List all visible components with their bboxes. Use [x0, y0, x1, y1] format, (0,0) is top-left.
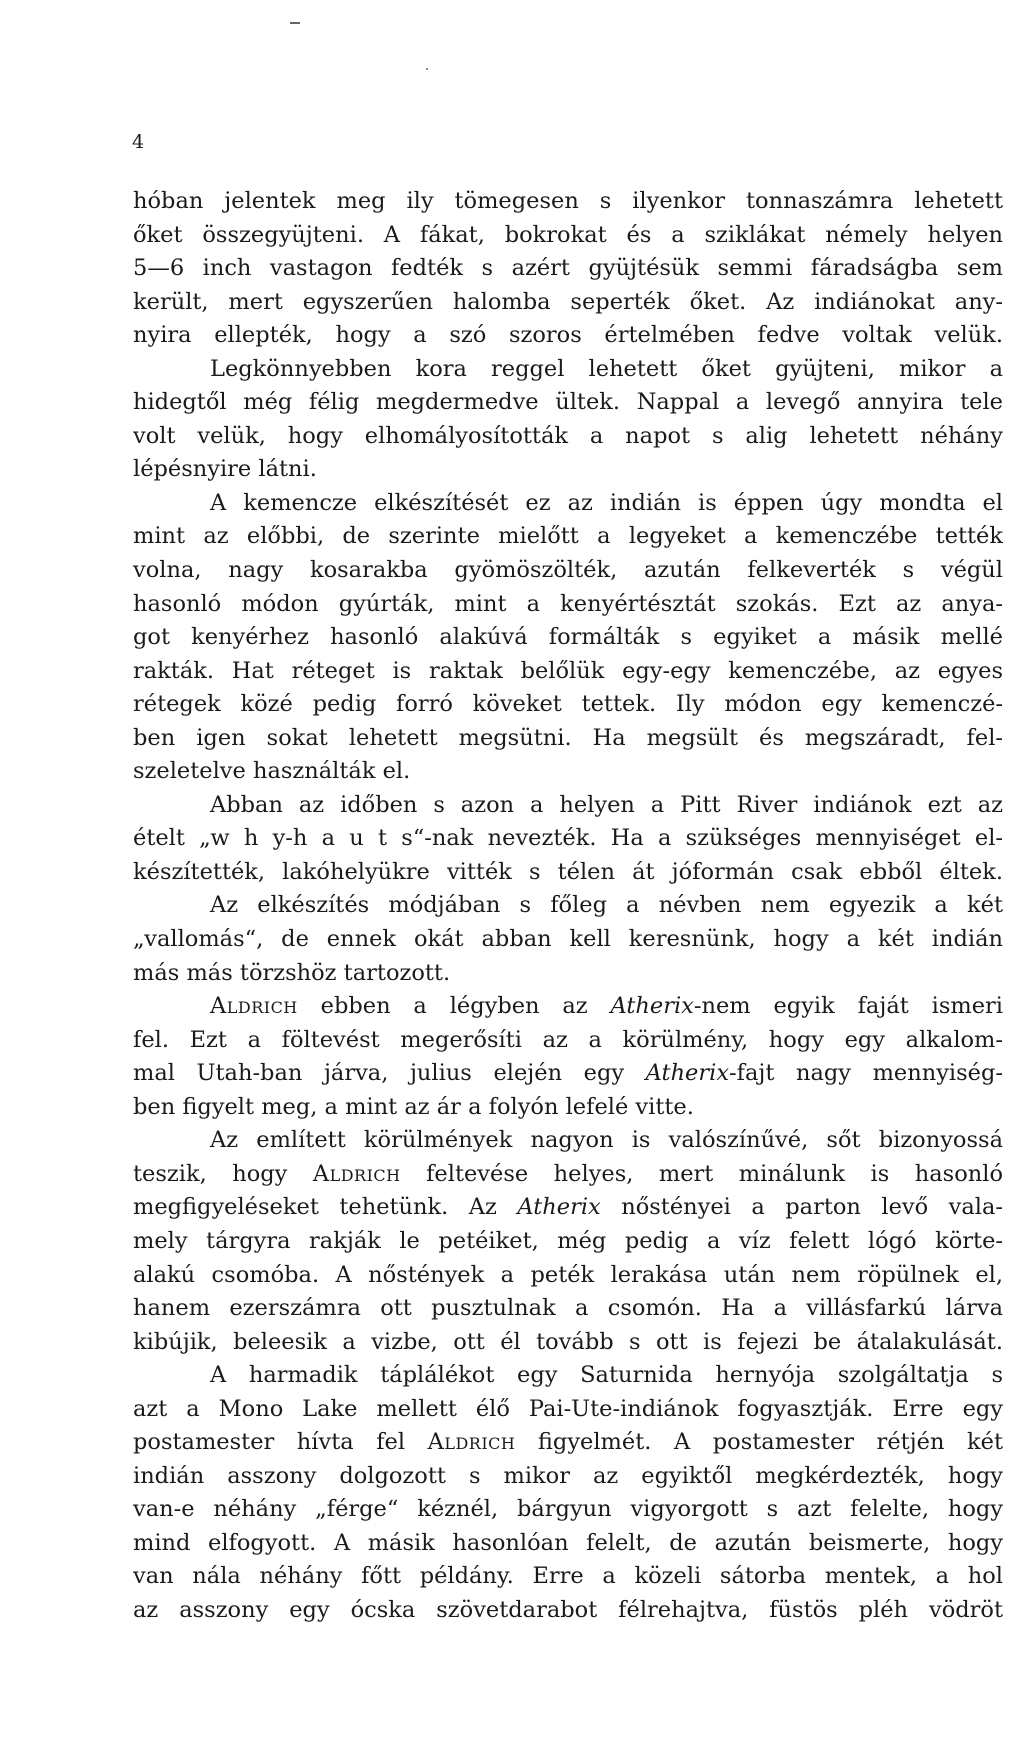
- text-line: volna, nagy kosarakba gyömöszölték, azután felkeverték s végül: [133, 557, 1003, 584]
- text-line: Az elkészítés módjában s főleg a névben nem egyezik a két: [210, 892, 1003, 919]
- text-line: Az említett körülmények nagyon is valószínűvé, sőt bizonyossá: [210, 1127, 1003, 1154]
- text-line: mind elfogyott. A másik hasonlóan felelt, de azután beismerte, hogy: [133, 1529, 1003, 1556]
- author-name: Aldrich: [427, 1429, 516, 1456]
- text-line: került, mert egyszerűen halomba seperték őket. Az indiánokat any-: [133, 288, 1003, 315]
- text-line: kibújik, beleesik a vizbe, ott él tovább s ott is fejezi be átalakulását.: [133, 1328, 1003, 1355]
- text-line: szeletelve használták el.: [133, 758, 411, 785]
- author-name: Aldrich: [210, 993, 298, 1020]
- text-line: volt velük, hogy elhomályosították a napot s alig lehetett néhány: [133, 422, 1003, 449]
- text-line: alakú csomóba. A nőstények a peték lerakása után nem röpülnek el,: [133, 1261, 1003, 1288]
- text-line: A kemencze elkészítését ez az indián is éppen úgy mondta el: [210, 489, 1003, 516]
- text-line: mint az előbbi, de szerinte mielőtt a legyeket a kemenczébe tették: [133, 523, 1003, 550]
- text-line: hóban jelentek meg ily tömegesen s ilyenkor tonnaszámra lehetett: [133, 188, 1003, 214]
- genus-name: Atherix: [645, 1060, 730, 1087]
- text-line: Aldrich ebben a légyben az Atherix-nem egyik faját ismeri: [210, 993, 1003, 1020]
- text-line: fel. Ezt a föltevést megerősíti az a körülmény, hogy egy alkalom-: [133, 1026, 1003, 1053]
- author-name: Aldrich: [312, 1160, 401, 1187]
- text-line: rakták. Hat réteget is raktak belőlük egy-egy kemenczébe, az egyes: [133, 657, 1003, 684]
- text-line: teszik, hogy Aldrich feltevése helyes, mert minálunk is hasonló: [133, 1160, 1003, 1187]
- scan-speck: [426, 68, 428, 70]
- text-line: postamester hívta fel Aldrich figyelmét. A postamester rétjén két: [133, 1429, 1003, 1456]
- text-line: más más törzshöz tartozott.: [133, 959, 451, 986]
- text-line: Legkönnyebben kora reggel lehetett őket gyüjteni, mikor a: [210, 355, 1003, 382]
- text-line: az asszony egy ócska szövetdarabot félrehajtva, füstös pléh vödröt: [133, 1596, 1003, 1623]
- text-line: mely tárgyra rakják le petéiket, még pedig a víz felett lógó körte-: [133, 1227, 1003, 1254]
- text-line: azt a Mono Lake mellett élő Pai-Ute-indiánok fogyasztják. Erre egy: [133, 1395, 1003, 1422]
- genus-name: Atherix: [610, 993, 694, 1020]
- text-line: hidegtől még félig megdermedve ültek. Nappal a levegő annyira tele: [133, 389, 1003, 416]
- text-line: „vallomás“, de ennek okát abban kell keresnünk, hogy a két indián: [133, 926, 1003, 953]
- text-line: lépésnyire látni.: [133, 456, 317, 483]
- page-number: 4: [132, 131, 145, 153]
- text-line: van nála néhány főtt példány. Erre a közeli sátorba mentek, a hol: [133, 1563, 1003, 1590]
- text-line: őket összegyüjteni. A fákat, bokrokat és a sziklákat némely helyen: [133, 221, 1003, 248]
- text-line: ételt „w h y-h a u t s“-nak nevezték. Ha a szükséges mennyiséget el-: [133, 825, 1003, 852]
- genus-name: Atherix: [517, 1194, 601, 1221]
- text-line: hasonló módon gyúrták, mint a kenyértésztát szokás. Ezt az anya-: [133, 590, 1003, 617]
- text-line: A harmadik táplálékot egy Saturnida hernyója szolgáltatja s: [210, 1362, 1003, 1389]
- text-line: got kenyérhez hasonló alakúvá formálták s egyiket a másik mellé: [133, 624, 1003, 651]
- text-line: megfigyeléseket tehetünk. Az Atherix nőstényei a parton levő vala-: [133, 1194, 1003, 1221]
- text-line: 5—6 inch vastagon fedték s azért gyüjtésük semmi fáradságba sem: [133, 255, 1003, 282]
- text-line: ben igen sokat lehetett megsütni. Ha megsült és megszáradt, fel-: [133, 724, 1003, 751]
- text-line: ben figyelt meg, a mint az ár a folyón lefelé vitte.: [133, 1093, 694, 1120]
- body-text: [133, 185, 1003, 1628]
- text-line: készítették, lakóhelyükre vitték s télen át jóformán csak ebből éltek.: [133, 858, 1003, 885]
- text-line: mal Utah-ban járva, julius elején egy Atherix-fajt nagy mennyiség-: [133, 1060, 1003, 1087]
- text-line: van-e néhány „férge“ kéznél, bárgyun vigyorgott s azt felelte, hogy: [133, 1496, 1003, 1523]
- text-line: Abban az időben s azon a helyen a Pitt River indiánok ezt az: [210, 791, 1003, 818]
- scan-mark: [290, 22, 300, 24]
- text-line: indián asszony dolgozott s mikor az egyiktől megkérdezték, hogy: [133, 1462, 1003, 1489]
- text-line: nyira ellepték, hogy a szó szoros értelmében fedve voltak velük.: [133, 322, 1003, 349]
- text-line: rétegek közé pedig forró köveket tettek. Ily módon egy kemenczé-: [133, 691, 1003, 718]
- text-line: hanem ezerszámra ott pusztulnak a csomón. Ha a villásfarkú lárva: [133, 1295, 1003, 1322]
